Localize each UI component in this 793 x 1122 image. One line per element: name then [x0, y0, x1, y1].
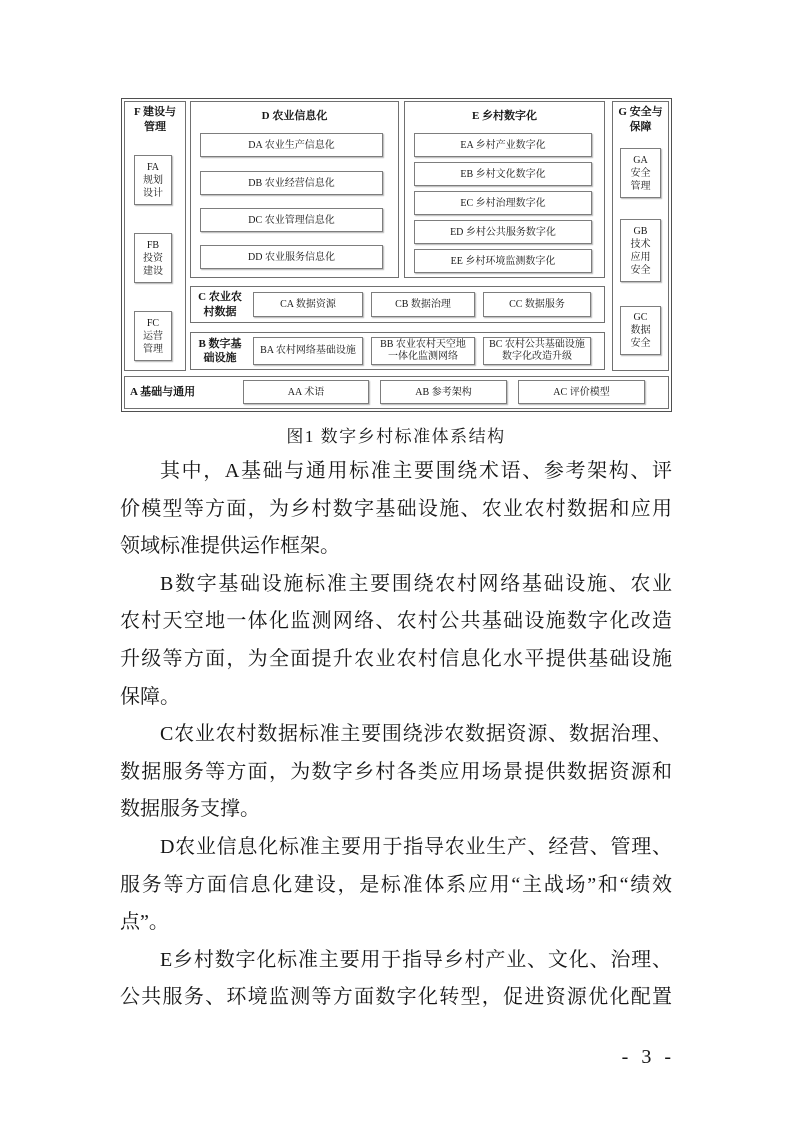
item-ee — [414, 249, 592, 273]
column-e-rural-digitalization — [404, 101, 605, 278]
item-ec — [414, 191, 592, 215]
item-label: CB 数据治理 — [395, 299, 451, 310]
item-label: DD 农业服务信息化 — [248, 251, 335, 263]
item-label-line: FA — [146, 161, 160, 173]
item-label-line: BB 农业农村天空地 — [380, 339, 466, 350]
text-line: 其中，A基础与通用标准主要围绕术语、参考架构、评 — [160, 460, 672, 482]
row-a-label-text: A 基础与通用 — [130, 386, 196, 398]
figure-caption: 图1 数字乡村标准体系结构 — [286, 427, 506, 446]
item-label-line: FB — [146, 239, 160, 251]
item-label: EA 乡村产业数字化 — [460, 139, 546, 151]
item-label-line: GB — [633, 225, 648, 237]
item-fc — [134, 311, 172, 361]
text-line: 数据服务支撑。 — [120, 798, 260, 821]
text-line: 点”。 — [120, 911, 169, 934]
item-label-line: 安全 — [630, 338, 651, 349]
item-aa — [243, 380, 369, 404]
item-label: AC 评价模型 — [553, 386, 610, 398]
text-line: 领域标准提供运作框架。 — [120, 535, 340, 558]
column-f-title-line: 管理 — [144, 121, 166, 133]
column-d-agri-informatization — [190, 101, 399, 278]
item-ed — [414, 220, 592, 244]
item-dd — [200, 245, 383, 269]
column-e-title: E 乡村数字化 — [471, 110, 538, 122]
item-label-line: GC — [633, 312, 648, 323]
item-label-line: 运营 — [143, 330, 163, 342]
item-ac — [518, 380, 645, 404]
text-line: E乡村数字化标准主要用于指导乡村产业、文化、治理、 — [160, 948, 672, 971]
column-g-title-line: G 安全与 — [618, 106, 663, 118]
item-label-line: 建设 — [143, 265, 163, 277]
item-label: CC 数据服务 — [509, 299, 565, 310]
column-d-title: D 农业信息化 — [261, 110, 328, 122]
item-label-line: 管理 — [143, 343, 163, 355]
item-fa — [134, 155, 172, 205]
item-cb — [371, 292, 475, 317]
column-f-title-line: F 建设与 — [133, 106, 177, 118]
item-label-line: GA — [633, 154, 648, 166]
item-label-line: 数据 — [630, 325, 651, 336]
row-c-label-line: C 农业农 — [198, 290, 242, 303]
paragraph — [120, 942, 672, 1017]
item-label-line: 安全 — [630, 264, 651, 276]
item-label-line: 安全 — [630, 167, 651, 179]
item-label: EC 乡村治理数字化 — [460, 197, 546, 209]
row-b-digital-infrastructure — [190, 332, 605, 370]
item-label: EB 乡村文化数字化 — [460, 168, 546, 180]
item-cc — [483, 292, 591, 317]
item-ab — [380, 380, 507, 404]
text-line: 保障。 — [120, 685, 180, 708]
item-label-line: FC — [146, 317, 160, 329]
item-label: ED 乡村公共服务数字化 — [450, 226, 556, 238]
item-gb — [620, 219, 661, 282]
item-label: AA 术语 — [287, 386, 325, 398]
item-db — [200, 171, 383, 195]
standard-system-diagram — [121, 98, 672, 412]
text-line: 服务等方面信息化建设，是标准体系应用“主战场”和“绩效 — [120, 873, 672, 896]
column-g-title — [613, 105, 668, 135]
column-g-title-line: 保障 — [629, 121, 652, 133]
row-a-basic-general — [124, 376, 669, 409]
row-b-label — [191, 333, 249, 369]
item-ea — [414, 133, 592, 157]
item-ba — [253, 337, 363, 365]
row-c-label — [191, 287, 249, 322]
item-label-line: BC 农村公共基础设施 — [489, 339, 585, 350]
item-label-line: 数字化改造升级 — [502, 351, 572, 362]
text-line: 价模型等方面，为乡村数字基础设施、农业农村数据和应用 — [120, 497, 672, 520]
body-text — [120, 453, 672, 1017]
item-label: DA 农业生产信息化 — [248, 139, 335, 151]
item-label-line: 管理 — [630, 180, 651, 192]
row-a-label — [130, 377, 195, 408]
text-line: 升级等方面，为全面提升农业农村信息化水平提供基础设施 — [120, 647, 672, 670]
text-line: 公共服务、环境监测等方面数字化转型，促进资源优化配置 — [120, 986, 672, 1009]
item-ga — [620, 148, 661, 198]
text-line: D农业信息化标准主要用于指导农业生产、经营、管理、 — [160, 835, 672, 858]
row-b-label-line: B 数字基 — [198, 338, 242, 350]
row-c-agri-rural-data — [190, 286, 605, 323]
item-label: AB 参考架构 — [415, 386, 472, 398]
text-line: B数字基础设施标准主要围绕农村网络基础设施、农业 — [160, 572, 672, 595]
page-number: - 3 - — [621, 1046, 675, 1068]
text-line: C农业农村数据标准主要围绕涉农数据资源、数据治理、 — [160, 723, 672, 746]
item-label-line: 投资 — [143, 252, 163, 264]
item-dc — [200, 208, 383, 232]
item-label: DC 农业管理信息化 — [248, 214, 335, 226]
item-ca — [253, 292, 363, 317]
row-c-label-line: 村数据 — [203, 305, 237, 318]
item-bc — [483, 337, 591, 365]
row-b-label-line: 础设施 — [203, 352, 237, 364]
item-label-line: 规划 — [143, 174, 163, 186]
text-line: 农村天空地一体化监测网络、农村公共基础设施数字化改造 — [120, 610, 672, 633]
column-g-security-assurance — [612, 101, 669, 371]
text-line: 数据服务等方面，为数字乡村各类应用场景提供数据资源和 — [120, 760, 672, 783]
item-da — [200, 133, 383, 157]
item-bb — [371, 337, 475, 365]
item-label: EE 乡村环境监测数字化 — [450, 255, 556, 267]
item-label-line: 应用 — [630, 251, 651, 263]
column-f-title — [125, 105, 185, 135]
item-label-line: 技术 — [630, 238, 651, 250]
column-f-construction-management — [124, 101, 186, 371]
item-eb — [414, 162, 592, 186]
paragraph — [120, 453, 672, 566]
item-label-line: BA 农村网络基础设施 — [260, 345, 356, 356]
paragraph — [120, 566, 672, 716]
paragraph — [120, 829, 672, 942]
item-label-line: 一体化监测网络 — [388, 351, 458, 362]
item-label: DB 农业经营信息化 — [248, 177, 335, 189]
item-fb — [134, 233, 172, 283]
item-label-line: 设计 — [143, 187, 163, 199]
item-label: CA 数据资源 — [280, 299, 336, 310]
item-gc — [620, 306, 661, 355]
paragraph — [120, 716, 672, 829]
